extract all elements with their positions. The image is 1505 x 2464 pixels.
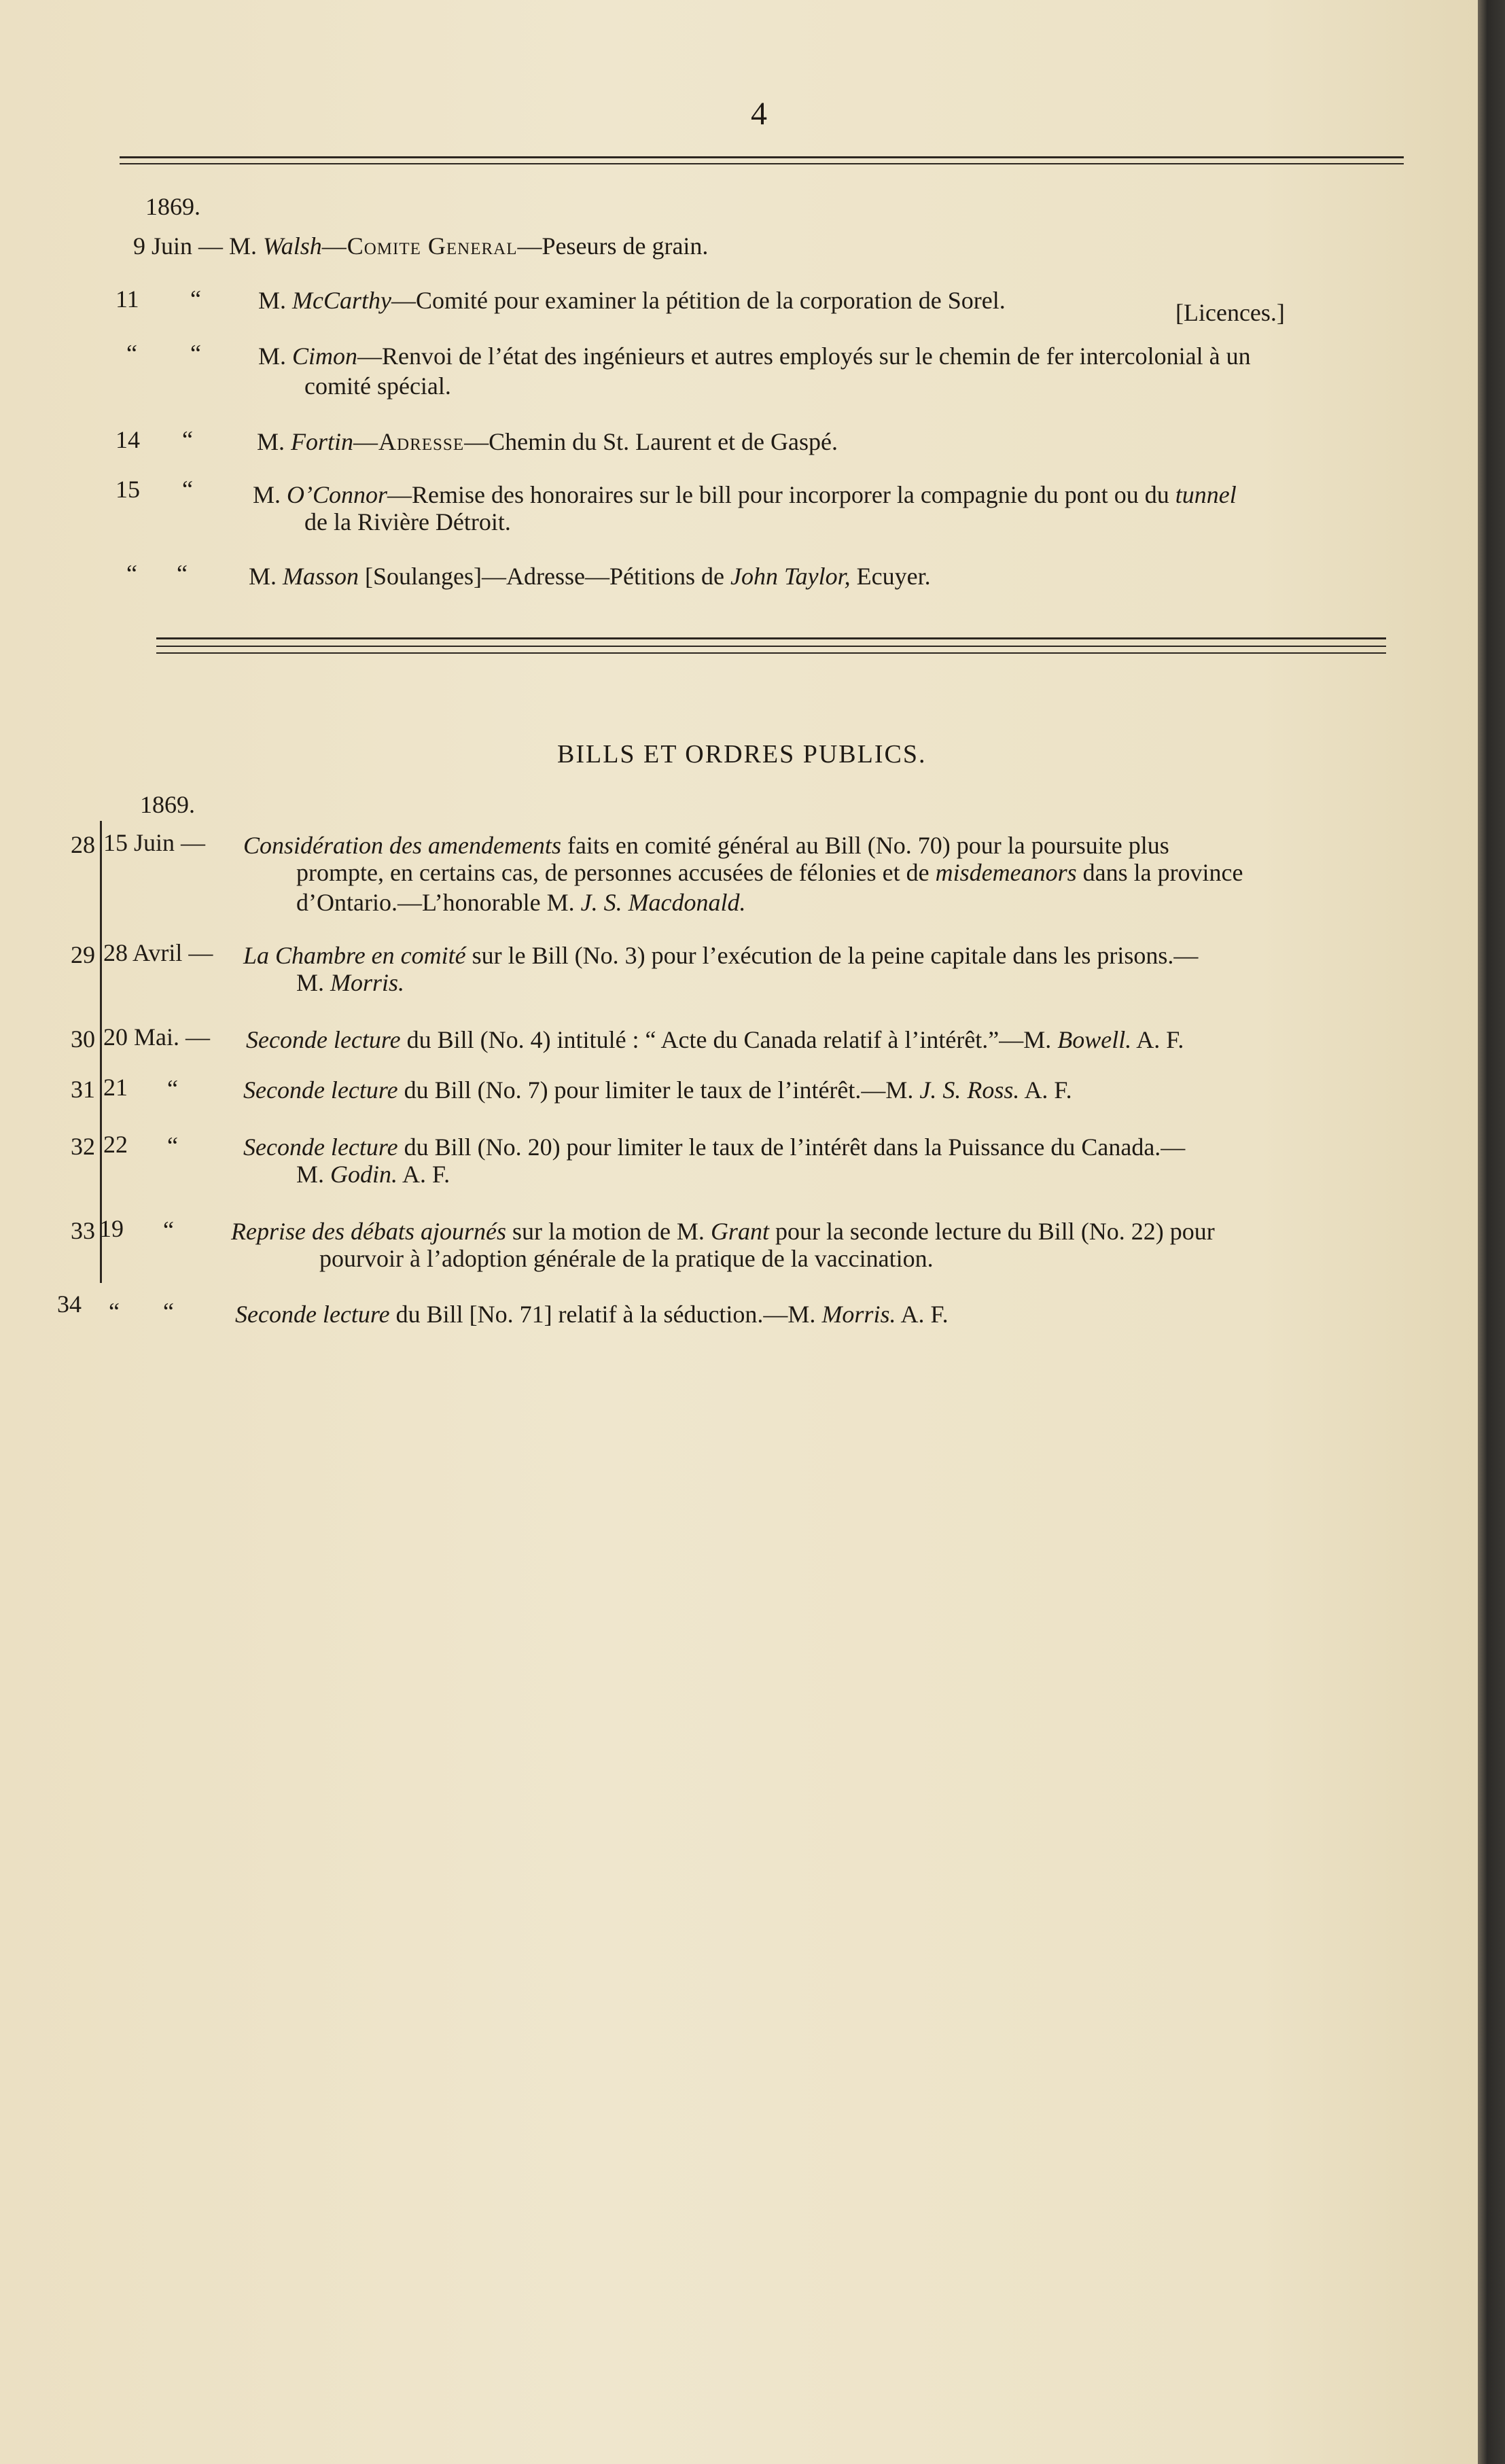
order-line2-italic: Morris. [330, 969, 405, 996]
order-ditto: “ [167, 1132, 178, 1159]
entry-date-col: “ [126, 560, 137, 587]
order-row [243, 1132, 1185, 1162]
entry-mr: M. [257, 428, 285, 455]
order-number: 32 [71, 1133, 95, 1160]
order-italic: J. S. Ross. [919, 1076, 1020, 1104]
order-date: “ [109, 1298, 120, 1325]
order-text: sur la motion de M. [512, 1218, 705, 1245]
order-text-end: pour la seconde lecture du Bill (No. 22) pour [775, 1218, 1215, 1245]
entry-tag: [Licences.] [1175, 299, 1285, 326]
top-rule [120, 156, 1404, 158]
order-text: du Bill (No. 7) pour limiter le taux de l’intérêt.—M. [404, 1076, 914, 1104]
entry-section: —Comite General [321, 232, 518, 260]
entry-row [258, 341, 1251, 371]
order-line2-italic: Godin. [330, 1161, 398, 1188]
entry-italic: tunnel [1175, 481, 1237, 508]
entry-date-col: “ [126, 340, 137, 367]
order-text: du Bill (No. 20) pour limiter le taux de l’intérêt dans la Puissance du Canada.— [404, 1133, 1186, 1161]
entry-member-name: Masson [283, 563, 359, 590]
order-ditto: “ [163, 1298, 174, 1325]
order-date: 20 Mai. — [103, 1023, 210, 1051]
order-date: 28 Avril — [103, 939, 213, 966]
entry-date: 9 Juin [133, 232, 193, 260]
entry-mr: M. [229, 232, 258, 260]
entry-member-name: Cimon [292, 342, 358, 370]
order-text-end: A. F. [1024, 1076, 1072, 1104]
order-italic: Morris. [821, 1301, 896, 1328]
order-line2-italic: misdemeanors [935, 859, 1077, 886]
order-lead: Seconde lecture [243, 1133, 398, 1161]
order-date: 21 [103, 1074, 128, 1101]
order-text: faits en comité général au Bill (No. 70) pour la poursuite plus [567, 832, 1169, 859]
order-line2-end: A. F. [402, 1161, 450, 1188]
order-text: du Bill [No. 71] relatif à la séduction.—M. [395, 1301, 816, 1328]
entry-ditto: “ [182, 476, 193, 503]
section1-year: 1869. [145, 193, 200, 220]
page-edge-shadow [1478, 0, 1505, 2464]
order-text-end: A. F. [1136, 1026, 1184, 1053]
entry-mr: M. [249, 563, 277, 590]
entry-mr: M. [258, 342, 287, 370]
entry-member-name: Walsh [263, 232, 322, 260]
entry-text: —Remise des honoraires sur le bill pour incorporer la compagnie du pont ou du [387, 481, 1169, 508]
order-date: 22 [103, 1131, 128, 1158]
order-number: 30 [71, 1025, 95, 1053]
mid-rule-2 [156, 646, 1386, 647]
order-row [243, 1075, 1072, 1105]
entry-line2: comité spécial. [304, 372, 451, 400]
order-ditto: “ [167, 1075, 178, 1102]
entry-mr: M. [258, 287, 287, 314]
order-lead: Seconde lecture [246, 1026, 401, 1053]
order-ditto: “ [163, 1216, 174, 1244]
order-text: sur le Bill (No. 3) pour l’exécution de la peine capitale dans les prisons.— [472, 942, 1199, 969]
order-lead: Seconde lecture [243, 1076, 398, 1104]
entry-text: —Peseurs de grain. [517, 232, 709, 260]
order-line2-text: prompte, en certains cas, de personnes accusées de félonies et de [296, 859, 929, 886]
entry-row [133, 231, 708, 261]
entry-line2: de la Rivière Détroit. [304, 508, 511, 535]
entry-ditto: “ [190, 340, 201, 367]
entry-date-col: 14 [116, 426, 140, 453]
section-heading: BILLS ET ORDRES PUBLICS. [557, 740, 927, 769]
entry-member-name: McCarthy [292, 287, 391, 314]
order-line3-italic: J. S. Macdonald. [580, 889, 746, 916]
entry-ditto: “ [177, 560, 188, 587]
order-text-end: A. F. [900, 1301, 949, 1328]
order-line2 [319, 1244, 934, 1273]
entry-row [253, 480, 1237, 510]
order-number: 31 [71, 1076, 95, 1103]
entry-text: [Soulanges]—Adresse—Pétitions de [365, 563, 724, 590]
entry-text: —Chemin du St. Laurent et de Gaspé. [464, 428, 838, 455]
order-line2 [296, 858, 1243, 887]
order-row [235, 1299, 949, 1329]
order-line2 [296, 968, 404, 998]
order-italic: Bowell. [1057, 1026, 1132, 1053]
order-line2-end: dans la province [1082, 859, 1243, 886]
order-number: 34 [57, 1290, 82, 1318]
order-number: 29 [71, 941, 95, 968]
order-row [243, 940, 1198, 970]
order-line3 [296, 887, 746, 917]
order-line2-text: M. [296, 1161, 325, 1188]
entry-member-name: Fortin [291, 428, 354, 455]
order-number: 28 [71, 831, 95, 858]
order-text: du Bill (No. 4) intitulé : “ Acte du Canada relatif à l’intérêt.”—M. [406, 1026, 1052, 1053]
entry-sep: — [198, 232, 224, 260]
page-number: 4 [751, 96, 767, 132]
entry-row [257, 427, 838, 457]
entry-date-col: 11 [116, 285, 139, 313]
order-lead: Seconde lecture [235, 1301, 390, 1328]
entry-text-end: Ecuyer. [856, 563, 931, 590]
mid-rule [156, 637, 1386, 639]
top-rule-2 [120, 163, 1404, 164]
mid-rule-3 [156, 652, 1386, 654]
order-line2 [296, 1159, 450, 1189]
order-italic: Grant [710, 1218, 769, 1245]
entry-row [258, 285, 1006, 315]
order-line2-text: pourvoir à l’adoption générale de la pratique de la vaccination. [319, 1245, 934, 1272]
order-row [231, 1216, 1215, 1246]
entry-italic: John Taylor, [730, 563, 851, 590]
order-date: 15 Juin — [103, 829, 206, 856]
entry-ditto: “ [182, 426, 193, 453]
entry-section: —Adresse [353, 428, 465, 455]
entry-mr: M. [253, 481, 281, 508]
entry-member-name: O’Connor [287, 481, 388, 508]
order-number: 33 [71, 1217, 95, 1244]
entry-text: —Renvoi de l’état des ingénieurs et autres employés sur le chemin de fer intercolonial à un [357, 342, 1251, 370]
entry-row [249, 561, 931, 591]
order-lead: La Chambre en comité [243, 942, 466, 969]
entry-text: —Comité pour examiner la pétition de la corporation de Sorel. [391, 287, 1006, 314]
order-line3-text: d’Ontario.—L’honorable M. [296, 889, 575, 916]
order-line2-text: M. [296, 969, 325, 996]
order-row [243, 830, 1169, 860]
order-row [246, 1025, 1184, 1055]
entry-ditto: “ [190, 285, 201, 313]
section2-year: 1869. [140, 791, 195, 818]
entry-date-col: 15 [116, 476, 140, 503]
order-date: 19 [99, 1215, 124, 1242]
order-lead: Considération des amendements [243, 832, 561, 859]
order-lead: Reprise des débats ajournés [231, 1218, 506, 1245]
